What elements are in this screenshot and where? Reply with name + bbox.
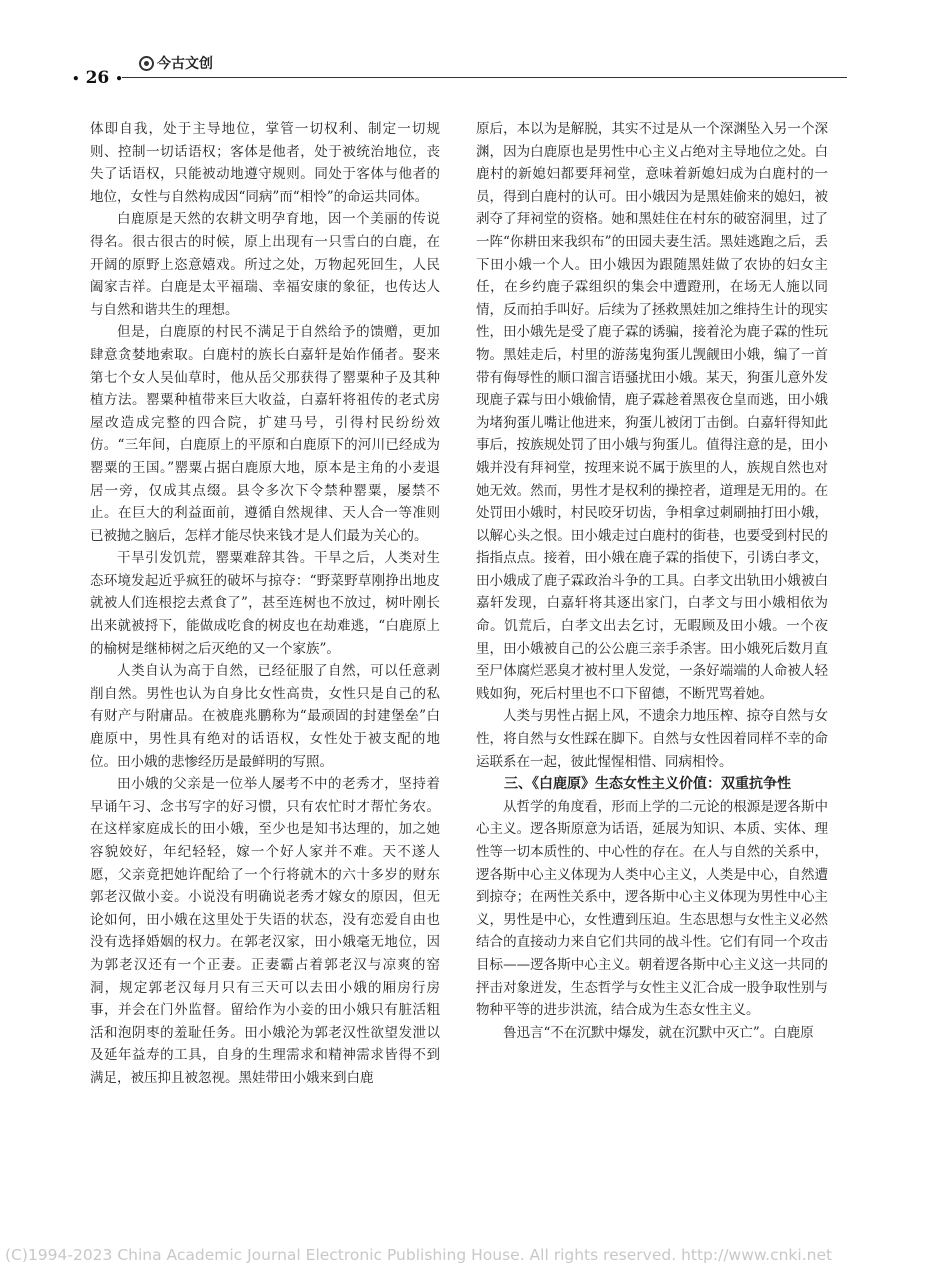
paragraph: 干旱引发饥荒，罂粟难辞其咎。干旱之后，人类对生态环境发起近乎疯狂的破坏与掠夺：“野菜野草刚挣出地皮就被人们连根挖去煮食了”，甚至连树也不放过，树叶刚长出来就被捋下，能做成吃食的树皮也在劫难逃，“白鹿原上的榆树是继柿树之后灭绝的又一个家族”。 [90, 550, 440, 657]
journal-title-text: 今古文创 [157, 56, 213, 72]
page-number-value: 26 [85, 68, 110, 88]
paragraph: 从哲学的角度看，形而上学的二元论的根源是逻各斯中心主义。逻各斯原意为话语，延展为知识、本质、实体、理性等一切本质性的、中心性的存在。在人与自然的关系中，逻各斯中心主义体现为人类中心主义，人类是中心，自然遭到掠夺；在两性关系中，逻各斯中心主义体现为男性中心主义，男性是中心，女性遭到压迫。生态思想与女性主义必然结合的直接动力来自它们共同的战斗性。它们有同一个攻击目标——逻各斯中心主义。朝着逻各斯中心主义这一共同的抨击对象迸发，生态哲学与女性主义汇合成一股争取性别与物种平等的进步洪流，结合成为生态女性主义。 [476, 798, 828, 1019]
paragraph: 体即自我，处于主导地位，掌管一切权利、制定一切规则、控制一切话语权；客体是他者，处于被统治地位，丧失了话语权，只能被动地遵守规则。同处于客体与他者的地位，女性与自然构成因“同病”而“相怜”的命运共同体。 [90, 121, 440, 205]
paragraph: 白鹿原是天然的农耕文明孕育地，因一个美丽的传说得名。很古很古的时候，原上出现有一只雪白的白鹿，在开阔的原野上恣意嬉戏。所过之处，万物起死回生，人民阖家吉祥。白鹿是太平福瑞、幸福安康的象征，也传达人与自然和谐共生的理想。 [90, 211, 440, 318]
page-number: • 26 • [72, 68, 123, 88]
paragraph: 人类自认为高于自然，已经征服了自然，可以任意剥削自然。男性也认为自身比女性高贵，女性只是自己的私有财产与附庸品。在被鹿兆鹏称为“最顽固的封建堡垒”白鹿原中，男性具有绝对的话语权，女性处于被支配的地位。田小娥的悲惨经历是最鲜明的写照。 [90, 663, 440, 770]
journal-title [139, 53, 213, 73]
right-column [476, 118, 828, 1044]
paragraph: 人类与男性占据上风，不遗余力地压榨、掠夺自然与女性，将自然与女性踩在脚下。自然与女性因着同样不幸的命运联系在一起，彼此惺惺相惜、同病相怜。 [476, 708, 828, 770]
left-column [90, 118, 440, 1090]
journal-logo-icon [139, 56, 154, 71]
page-header [62, 50, 850, 90]
header-rule [122, 77, 847, 78]
paragraph: 原后，本以为是解脱，其实不过是从一个深渊坠入另一个深渊，因为白鹿原也是男性中心主义占绝对主导地位之处。白鹿村的新媳妇都要拜祠堂，意味着新媳妇成为白鹿村的一员，得到白鹿村的认可。田小娥因为是黑娃偷来的媳妇，被剥夺了拜祠堂的资格。她和黑娃住在村东的破窑洞里，过了一阵“你耕田来我织布”的田园夫妻生活。黑娃逃跑之后，丢下田小娥一个人。田小娥因为跟随黑娃做了农协的妇女主任，在乡约鹿子霖组织的集会中遭蹬刑，在场无人施以同情，反而拍手叫好。后续为了拯救黑娃加之维持生计的现实性，田小娥先是受了鹿子霖的诱骗，接着沦为鹿子霖的性玩物。黑娃走后，村里的游荡鬼狗蛋儿觊觎田小娥，编了一首带有侮辱性的顺口溜言语骚扰田小娥。某天，狗蛋儿意外发现鹿子霖与田小娥偷情，鹿子霖趁着黑夜仓皇而逃，田小娥为堵狗蛋儿嘴让他进来，狗蛋儿被闭丁击倒。白嘉轩得知此事后，按族规处罚了田小娥与狗蛋儿。值得注意的是，田小娥并没有拜祠堂，按理来说不属于族里的人，族规自然也对她无效。然而，男性才是权利的操控者，道理是无用的。在处罚田小娥时，村民咬牙切齿，争相拿过刺刷抽打田小娥，以解心头之恨。田小娥走过白鹿村的街巷，也要受到村民的指指点点。接着，田小娥在鹿子霖的指使下，引诱白孝文，田小娥成了鹿子霖政治斗争的工具。白孝文出轨田小娥被白嘉轩发现，白嘉轩将其逐出家门，白孝文与田小娥相依为命。饥荒后，白孝文出去乞讨，无暇顾及田小娥。一个夜里，田小娥被自己的公公鹿三亲手杀害。田小娥死后数月直至尸体腐烂恶臭才被村里人发觉，一条好端端的人命被人轻贱如狗，死后村里也不口下留德，不断咒骂着她。 [476, 121, 828, 702]
copyright-footer: (C)1994-2023 China Academic Journal Electronic Publishing House. All rights reserved. http://www.cnki.net [5, 1246, 833, 1264]
paragraph: 田小娥的父亲是一位举人屡考不中的老秀才，坚持着早诵午习、念书写字的好习惯，只有农忙时才帮忙务农。在这样家庭成长的田小娥，至少也是知书达理的，加之她容貌姣好，年纪轻轻，嫁一个好人家并不难。天不遂人愿，父亲竟把她许配给了一个行将就木的六十多岁的财东郭老汉做小妾。小说没有明确说老秀才嫁女的原因，但无论如何，田小娥在这里处于失语的状态，没有恋爱自由也没有选择婚姻的权力。在郭老汉家，田小娥毫无地位，因为郭老汉还有一个正妻。正妻霸占着郭老汉与凉爽的窑洞，规定郭老汉每月只有三天可以去田小娥的厢房行房事，并会在门外监督。留给作为小妾的田小娥只有脏活粗活和泡阴枣的羞耻任务。田小娥沦为郭老汉性欲望发泄以及延年益寿的工具，自身的生理需求和精神需求皆得不到满足，被压抑且被忽视。黑娃带田小娥来到白鹿 [90, 776, 440, 1086]
section-heading: 三、《白鹿原》生态女性主义价值：双重抗争性 [504, 776, 791, 793]
paragraph: 但是，白鹿原的村民不满足于自然给予的馈赠，更加肆意贪婪地索取。白鹿村的族长白嘉轩是始作俑者。娶来第七个女人吴仙草时，他从岳父那获得了罂粟种子及其种植方法。罂粟种植带来巨大收益，白嘉轩将祖传的老式房屋改造成完整的四合院，扩建马号，引得村民纷纷效仿。“三年间，白鹿原上的平原和白鹿原下的河川已经成为罂粟的王国。”罂粟占据白鹿原大地，原本是主角的小麦退居一旁，仅成其点缀。县令多次下令禁种罂粟，屡禁不止。在巨大的利益面前，遵循自然规律、天人合一等准则已被抛之脑后，怎样才能尽快来钱才是人们最为关心的。 [90, 324, 440, 544]
paragraph: 鲁迅言“不在沉默中爆发，就在沉默中灭亡”。白鹿原 [503, 1024, 814, 1041]
